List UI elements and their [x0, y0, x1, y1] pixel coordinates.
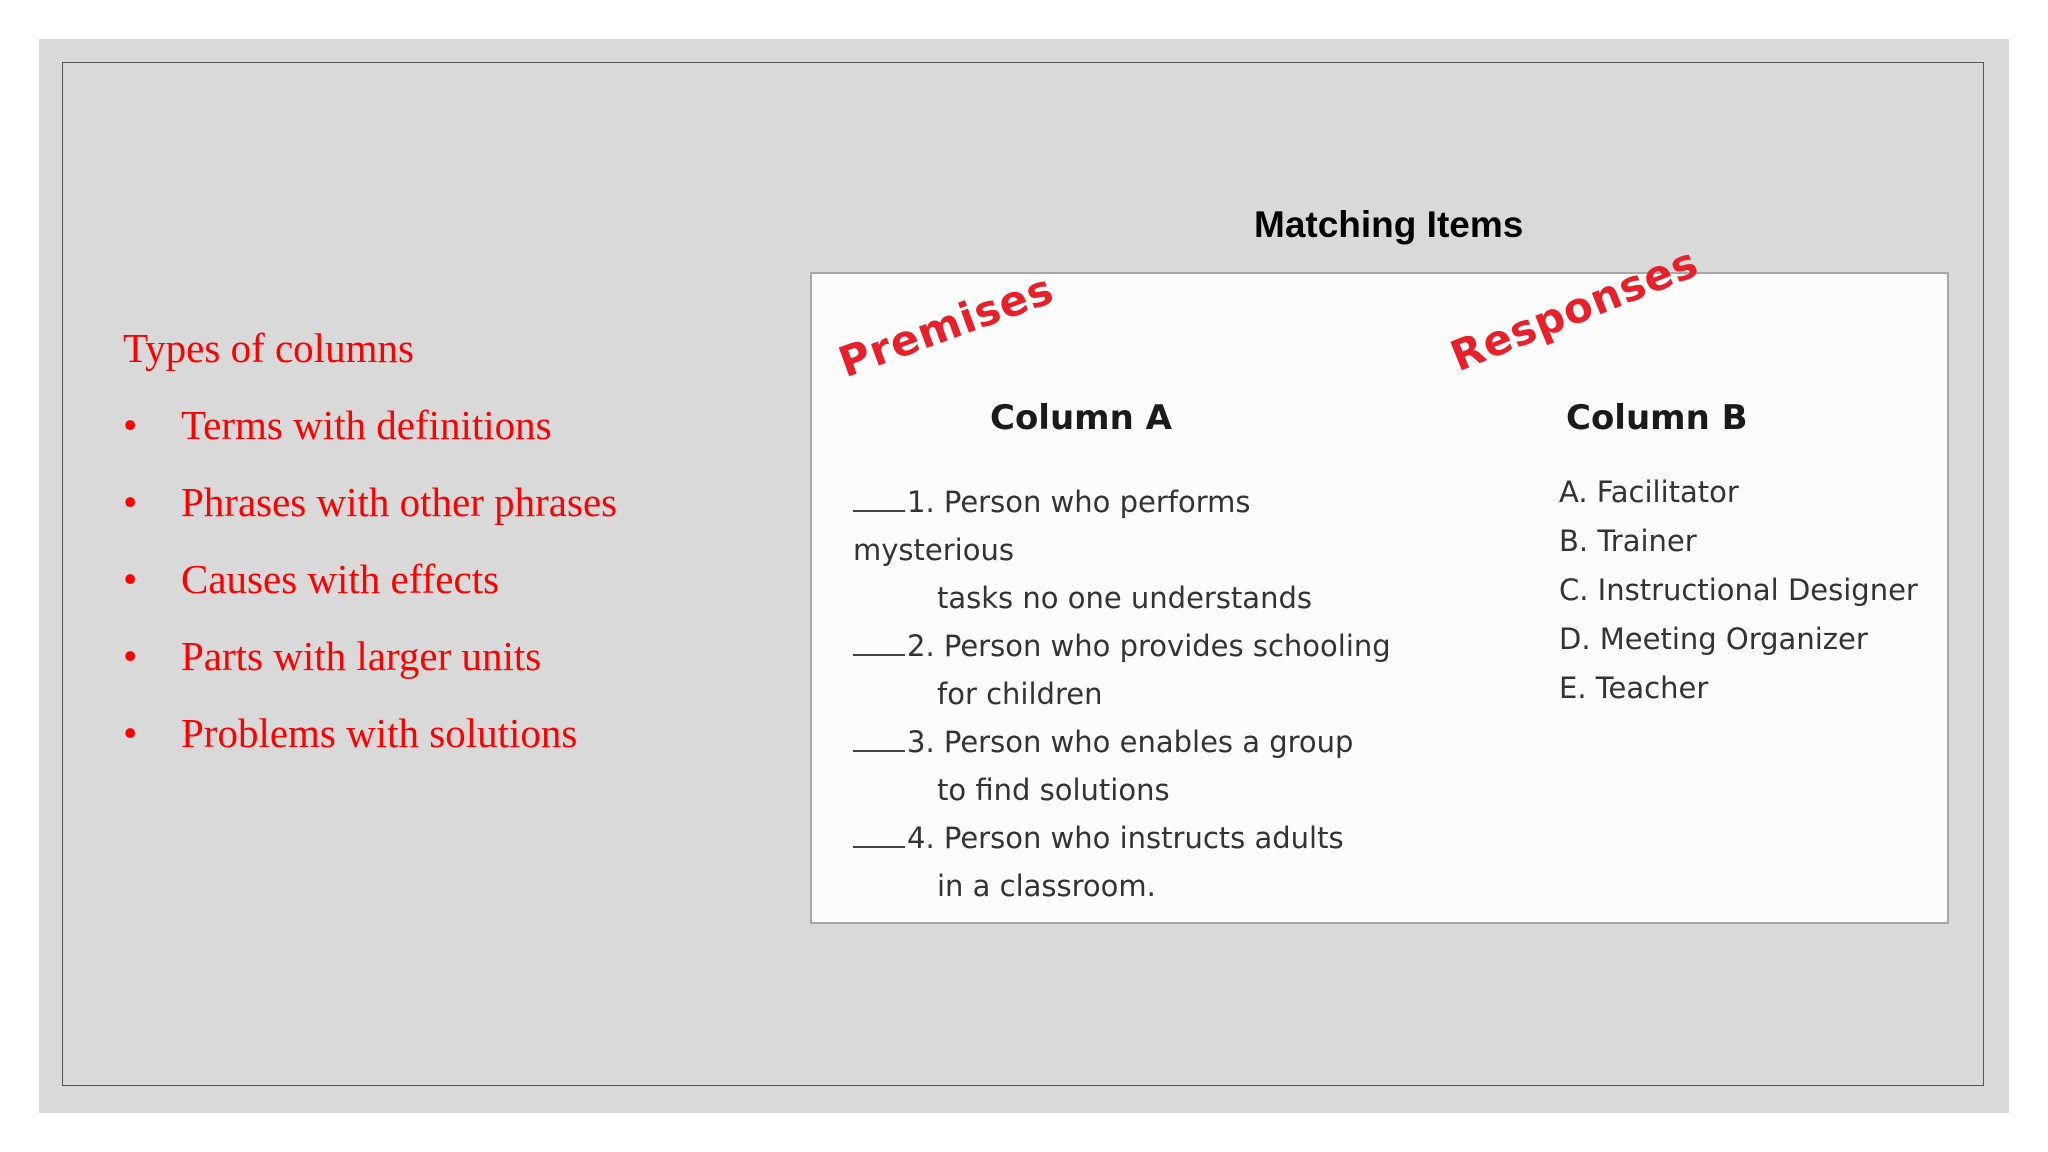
- response-item: C. Instructional Designer: [1559, 573, 1918, 607]
- premise-item: [853, 814, 1413, 910]
- response-item: B. Trainer: [1559, 524, 1697, 558]
- premise-item: [853, 622, 1413, 718]
- bullet-icon: •: [123, 402, 138, 448]
- premise-line: in a classroom.: [937, 869, 1156, 903]
- list-item-text: Causes with effects: [181, 556, 500, 602]
- premise-item: [853, 478, 1413, 622]
- list-item-text: Parts with larger units: [181, 633, 542, 679]
- premise-line: tasks no one understands: [937, 581, 1312, 615]
- figure-title: Matching Items: [1254, 204, 1524, 245]
- premise-line: for children: [937, 677, 1103, 711]
- response-item: E. Teacher: [1559, 671, 1709, 705]
- bullet-icon: •: [123, 556, 138, 602]
- bullet-list: [123, 399, 763, 759]
- premise-line: 3. Person who enables a group: [907, 725, 1354, 759]
- list-item: [123, 399, 763, 451]
- premise-line: 2. Person who provides schooling: [907, 629, 1391, 663]
- bullet-icon: •: [123, 633, 138, 679]
- response-list: [1559, 468, 1918, 713]
- answer-blank: [853, 634, 905, 656]
- list-item-text: Phrases with other phrases: [181, 479, 618, 525]
- column-b-header: Column B: [1566, 398, 1748, 438]
- premise-line: to find solutions: [937, 773, 1170, 807]
- premise-line: 4. Person who instructs adults: [907, 821, 1344, 855]
- column-a-header: Column A: [990, 398, 1172, 438]
- bullet-icon: •: [123, 710, 138, 756]
- premise-item: [853, 718, 1413, 814]
- matching-items-figure: [810, 237, 1949, 924]
- list-item: [123, 707, 763, 759]
- premises-stamp: Premises: [832, 264, 1061, 387]
- list-item: [123, 630, 763, 682]
- answer-blank: [853, 490, 905, 512]
- list-heading: Types of columns: [123, 325, 414, 371]
- premise-list: [853, 478, 1413, 910]
- response-item: A. Facilitator: [1559, 475, 1739, 509]
- bullet-list-panel: [123, 322, 763, 784]
- list-item-text: Problems with solutions: [181, 710, 578, 756]
- answer-blank: [853, 826, 905, 848]
- responses-stamp: Responses: [1443, 237, 1706, 381]
- premise-line: 1. Person who performs mysterious: [853, 485, 1251, 567]
- bullet-icon: •: [123, 479, 138, 525]
- response-item: D. Meeting Organizer: [1559, 622, 1868, 656]
- list-item: [123, 553, 763, 605]
- list-item-text: Terms with definitions: [181, 402, 552, 448]
- answer-blank: [853, 730, 905, 752]
- list-item: [123, 476, 763, 528]
